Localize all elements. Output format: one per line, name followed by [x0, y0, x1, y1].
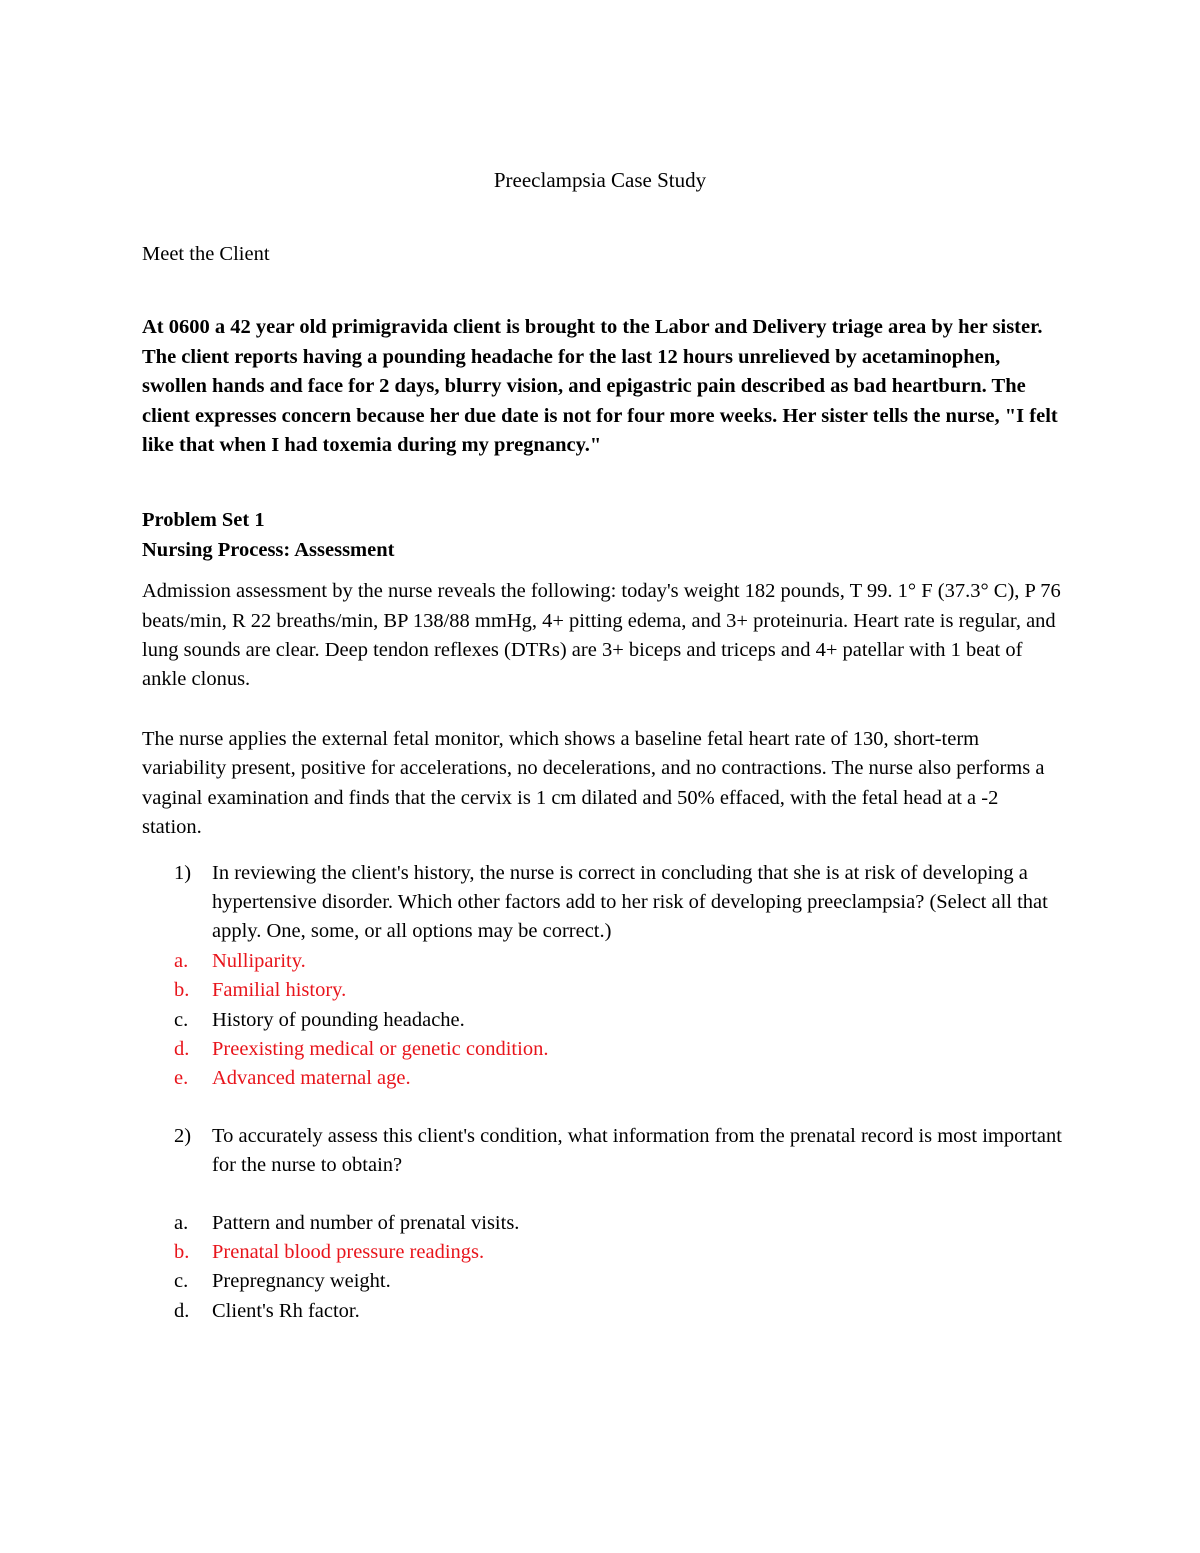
question-number: 1): [174, 861, 192, 884]
question-number: 2): [174, 1124, 192, 1147]
fetal-monitor-paragraph: The nurse applies the external fetal monitor, which shows a baseline fetal heart rate of 130, short-term variability present, positive for accelerations, no decelerations, and no contractions. The nurse also performs a vaginal examination and finds that the cervix is 1 cm dilated and 50% effaced, with the fetal head at a -2 station.: [142, 727, 1045, 839]
question-text: In reviewing the client's history, the nurse is correct in concluding that she is at risk of developing a hypertensive disorder. Which other factors add to her risk of developing preeclampsia? (Select all that apply. One, some, or all options may be correct.): [212, 861, 1048, 943]
answer-option-b: [142, 1238, 1062, 1267]
option-text: Familial history.: [212, 979, 347, 1002]
option-letter: c.: [174, 1008, 189, 1031]
option-text: Advanced maternal age.: [212, 1067, 411, 1090]
option-text: Nulliparity.: [212, 949, 306, 972]
question-text: To accurately assess this client's condition, what information from the prenatal record is most important for the nurse to obtain?: [212, 1124, 1062, 1177]
problem-set-heading: [142, 506, 1062, 565]
question-stem: [142, 1122, 1062, 1181]
answer-options: [142, 1209, 1062, 1327]
option-text: History of pounding headache.: [212, 1008, 465, 1031]
answer-option-d: [142, 1297, 1062, 1326]
answer-option-a: [142, 1209, 1062, 1238]
answer-option-c: [142, 1267, 1062, 1296]
option-letter: c.: [174, 1270, 189, 1293]
option-text: Pattern and number of prenatal visits.: [212, 1211, 520, 1234]
option-letter: b.: [174, 1240, 190, 1263]
option-text: Client's Rh factor.: [212, 1299, 360, 1322]
option-letter: a.: [174, 949, 189, 972]
question-1: [142, 859, 1062, 1094]
document-title: Preeclampsia Case Study: [493, 168, 707, 192]
option-text: Preexisting medical or genetic condition.: [212, 1037, 549, 1060]
answer-option-c: [142, 1006, 1062, 1035]
answer-options: [142, 947, 1062, 1094]
answer-option-b: [142, 976, 1062, 1005]
document-body: [142, 240, 1062, 1326]
option-letter: d.: [174, 1299, 190, 1322]
option-letter: e.: [174, 1067, 189, 1090]
problem-set-title: Problem Set 1: [142, 509, 265, 532]
option-text: Prepregnancy weight.: [212, 1270, 391, 1293]
assessment-paragraph: Admission assessment by the nurse reveals the following: today's weight 182 pounds, T 99. 1° F (37.3° C), P 76 beats/min, R 22 breaths/min, BP 138/88 mmHg, 4+ pitting edema, and 3+ proteinuria. Heart rate is regular, and lung sounds are clear. Deep tendon reflexes (DTRs) are 3+ biceps and triceps and 4+ patellar with 1 beat of ankle clonus.: [142, 580, 1061, 691]
option-letter: a.: [174, 1211, 189, 1234]
option-text: Prenatal blood pressure readings.: [212, 1240, 485, 1263]
problem-set-subtitle: Nursing Process: Assessment: [142, 538, 395, 561]
option-letter: d.: [174, 1037, 190, 1060]
option-letter: b.: [174, 979, 190, 1002]
section-label: Meet the Client: [142, 243, 270, 265]
intro-paragraph: At 0600 a 42 year old primigravida client is brought to the Labor and Delivery triage area by her sister. The client reports having a pounding headache for the last 12 hours unrelieved by acetaminophen, swollen hands and face for 2 days, blurry vision, and epigastric pain described as bad heartburn. The client expresses concern because her due date is not for four more weeks. Her sister tells the nurse, "I felt like that when I had toxemia during my pregnancy.": [142, 316, 1058, 457]
answer-option-d: [142, 1035, 1062, 1064]
answer-option-e: [142, 1064, 1062, 1093]
question-2: [142, 1122, 1062, 1326]
answer-option-a: [142, 947, 1062, 976]
question-stem: [142, 859, 1062, 947]
